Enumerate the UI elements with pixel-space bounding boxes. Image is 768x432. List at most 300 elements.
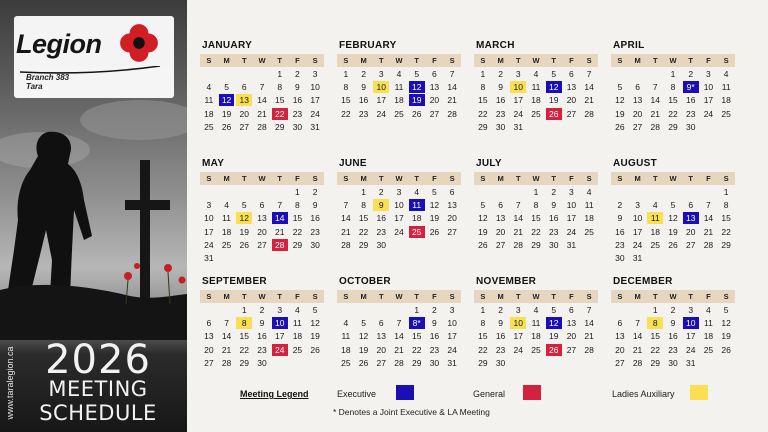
meeting-day-exec: 12 [546, 317, 562, 329]
meeting-day-gen: 26 [546, 108, 562, 120]
day-cell: 22 [531, 226, 541, 237]
day-cell: 23 [429, 344, 440, 355]
day-cell: 8 [480, 318, 486, 329]
weekday-label: S [480, 174, 486, 183]
day-cell: 23 [668, 344, 678, 355]
day-cell: 27 [204, 357, 214, 368]
day-cell: 15 [650, 331, 661, 342]
empty-day [338, 304, 354, 316]
day-cell: 5 [551, 69, 557, 79]
empty-day [510, 186, 526, 198]
day-cell: 2 [688, 69, 694, 79]
day-cell: 10 [394, 200, 404, 211]
day-cell: 31 [513, 121, 524, 132]
day-cell: 2 [259, 305, 265, 315]
day-cell: 29 [721, 239, 731, 250]
day-cell: 8 [533, 200, 539, 211]
day-cell: 6 [635, 82, 640, 93]
day-cell: 9 [498, 318, 503, 329]
weekday-label: T [515, 292, 521, 301]
day-cell: 21 [703, 226, 714, 237]
day-cell: 4 [343, 318, 349, 329]
day-cell: 24 [513, 108, 524, 119]
day-cell: 7 [635, 318, 640, 329]
day-cell: 12 [615, 95, 625, 106]
weekday-label: S [617, 174, 623, 183]
weekday-header [474, 54, 598, 67]
day-cell: 4 [586, 187, 592, 197]
weekday-label: M [360, 174, 367, 183]
day-cell: 6 [259, 200, 265, 211]
weekday-label: F [295, 174, 300, 183]
day-cell: 14 [394, 331, 404, 342]
meeting-day-exec: 12 [219, 94, 235, 106]
day-cell: 31 [204, 252, 214, 263]
weekday-header [611, 172, 735, 185]
day-cell: 18 [721, 95, 731, 106]
weekday-label: M [223, 292, 230, 301]
meeting-day-exec: 19 [409, 94, 425, 106]
weekday-label: S [343, 292, 349, 301]
weekday-label: T [414, 174, 419, 183]
meeting-day-la: 13 [236, 94, 252, 106]
day-cell: 11 [531, 82, 541, 93]
day-cell: 4 [533, 305, 539, 315]
day-cell: 17 [394, 213, 404, 224]
day-cell: 18 [411, 213, 422, 224]
empty-day [612, 304, 628, 316]
day-cell: 11 [204, 95, 214, 106]
meeting-day-exec: 13 [683, 212, 699, 224]
day-cell: 2 [551, 187, 557, 197]
day-cell: 10 [703, 82, 714, 93]
day-cell: 21 [257, 108, 267, 119]
day-cell: 1 [295, 187, 300, 197]
day-cell: 11 [222, 213, 231, 224]
empty-day [683, 186, 699, 198]
day-cell: 13 [615, 331, 625, 342]
meeting-day-la: 10 [373, 81, 389, 93]
day-cell: 26 [478, 239, 488, 250]
day-cell: 2 [312, 187, 318, 197]
day-cell: 20 [685, 226, 696, 237]
day-cell: 2 [498, 305, 503, 315]
month-name: JANUARY [202, 40, 253, 51]
day-cell: 20 [566, 95, 577, 106]
empty-day [236, 68, 252, 80]
day-cell: 24 [204, 239, 214, 250]
day-cell: 13 [632, 95, 643, 106]
day-cell: 15 [239, 331, 250, 342]
day-cell: 21 [341, 226, 351, 237]
legend-executive-label: Executive [337, 389, 377, 399]
day-cell: 30 [615, 252, 625, 263]
day-cell: 1 [414, 305, 420, 315]
day-cell: 27 [632, 121, 643, 132]
day-cell: 5 [361, 318, 366, 329]
empty-day [701, 186, 717, 198]
day-cell: 2 [295, 69, 300, 79]
day-grid [200, 68, 324, 134]
day-cell: 20 [204, 344, 214, 355]
weekday-label: S [312, 174, 318, 183]
day-cell: 29 [358, 239, 369, 250]
day-cell: 26 [239, 239, 250, 250]
meeting-day-gen: 22 [272, 108, 288, 120]
day-cell: 15 [478, 95, 488, 106]
day-cell: 3 [206, 200, 212, 211]
weekday-label: W [669, 292, 677, 301]
day-cell: 14 [341, 213, 351, 224]
branch-location: Tara [26, 82, 43, 91]
meeting-day-la: 11 [647, 212, 663, 224]
meeting-day-exec: 12 [546, 81, 562, 93]
weekday-label: W [395, 56, 403, 65]
day-cell: 22 [358, 226, 369, 237]
day-cell: 30 [495, 121, 506, 132]
day-cell: 28 [221, 357, 232, 368]
weekday-label: T [378, 174, 384, 183]
weekday-label: T [688, 174, 693, 183]
day-cell: 24 [513, 344, 524, 355]
schedule-title-line2: SCHEDULE [39, 401, 157, 425]
day-cell: 1 [533, 187, 539, 197]
weekday-label: W [258, 292, 266, 301]
day-cell: 17 [376, 95, 387, 106]
weekday-label: T [378, 56, 384, 65]
weekday-label: T [277, 292, 282, 301]
day-cell: 20 [447, 213, 457, 224]
day-cell: 11 [341, 331, 351, 342]
month-name: NOVEMBER [476, 276, 537, 287]
day-cell: 22 [650, 344, 661, 355]
day-cell: 5 [617, 82, 623, 93]
weekday-label: W [532, 292, 540, 301]
day-cell: 24 [566, 226, 577, 237]
day-cell: 25 [650, 239, 661, 250]
day-cell: 7 [277, 200, 283, 211]
day-cell: 14 [650, 95, 661, 106]
day-cell: 27 [566, 344, 577, 355]
day-cell: 16 [292, 95, 303, 106]
day-cell: 20 [495, 226, 506, 237]
legend-title: Meeting Legend [240, 389, 309, 399]
day-cell: 19 [615, 108, 625, 119]
month-august [611, 158, 735, 265]
weekday-label: F [569, 174, 574, 183]
day-cell: 22 [239, 344, 250, 355]
weekday-label: M [634, 174, 641, 183]
day-cell: 16 [495, 331, 506, 342]
weekday-label: T [241, 56, 247, 65]
weekday-header [611, 54, 735, 67]
day-cell: 3 [515, 69, 521, 79]
weekday-label: S [312, 56, 318, 65]
day-cell: 6 [688, 200, 694, 211]
day-cell: 3 [706, 69, 711, 79]
day-cell: 29 [531, 239, 541, 250]
month-december [611, 276, 735, 370]
day-cell: 19 [429, 213, 440, 224]
weekday-label: F [569, 56, 574, 65]
day-cell: 22 [721, 226, 731, 237]
day-cell: 3 [635, 200, 640, 211]
day-cell: 17 [632, 226, 643, 237]
weekday-label: S [480, 56, 486, 65]
day-cell: 9 [617, 213, 623, 224]
day-cell: 22 [292, 226, 303, 237]
day-cell: 11 [531, 318, 541, 329]
day-cell: 5 [432, 187, 437, 197]
day-cell: 13 [447, 200, 457, 211]
meeting-day-gen: 28 [272, 239, 288, 251]
weekday-header [337, 290, 461, 303]
empty-day [219, 304, 235, 316]
day-cell: 17 [566, 213, 577, 224]
empty-day [665, 186, 681, 198]
day-cell: 22 [411, 344, 422, 355]
day-grid [611, 304, 735, 370]
day-cell: 7 [449, 69, 455, 79]
month-january [200, 40, 324, 134]
day-cell: 14 [703, 213, 714, 224]
day-cell: 15 [478, 331, 488, 342]
day-cell: 21 [394, 344, 404, 355]
weekday-label: W [395, 292, 403, 301]
day-cell: 27 [566, 108, 577, 119]
weekday-label: T [277, 56, 282, 65]
day-cell: 17 [204, 226, 214, 237]
day-cell: 6 [206, 318, 212, 329]
poppy-icon [118, 22, 160, 64]
day-cell: 8 [723, 200, 729, 211]
weekday-label: W [532, 56, 540, 65]
day-cell: 6 [569, 305, 574, 315]
day-cell: 24 [685, 344, 696, 355]
day-cell: 10 [566, 200, 577, 211]
month-june [337, 158, 461, 252]
branding-panel [0, 0, 187, 432]
weekday-label: T [551, 292, 556, 301]
day-cell: 2 [361, 69, 366, 79]
month-name: APRIL [613, 40, 645, 51]
weekday-label: T [652, 174, 658, 183]
weekday-header [474, 290, 598, 303]
day-cell: 5 [723, 305, 729, 315]
day-cell: 27 [495, 239, 506, 250]
day-grid [337, 68, 461, 121]
day-cell: 15 [411, 331, 422, 342]
day-cell: 19 [548, 331, 559, 342]
month-november [474, 276, 598, 370]
day-cell: 30 [495, 357, 506, 368]
day-cell: 30 [668, 357, 678, 368]
day-cell: 2 [378, 187, 384, 197]
day-cell: 11 [704, 318, 713, 329]
day-cell: 20 [566, 331, 577, 342]
weekday-label: T [241, 292, 247, 301]
day-cell: 7 [586, 305, 592, 315]
meeting-day-la: 8 [236, 317, 252, 329]
day-grid [200, 304, 324, 370]
day-cell: 31 [685, 357, 696, 368]
weekday-label: M [634, 56, 641, 65]
empty-day [201, 68, 217, 80]
meeting-day-gen: 26 [546, 344, 562, 356]
day-cell: 7 [706, 200, 711, 211]
day-cell: 31 [310, 121, 320, 132]
day-cell: 16 [668, 331, 678, 342]
month-name: OCTOBER [339, 276, 391, 287]
day-cell: 5 [312, 305, 318, 315]
day-grid [611, 186, 735, 265]
day-cell: 31 [632, 252, 643, 263]
day-cell: 19 [721, 331, 731, 342]
day-cell: 7 [224, 318, 229, 329]
day-cell: 9 [551, 200, 557, 211]
weekday-label: M [497, 56, 504, 65]
weekday-label: M [497, 292, 504, 301]
day-cell: 17 [513, 331, 524, 342]
legion-logo [14, 16, 174, 98]
day-cell: 25 [584, 226, 594, 237]
weekday-label: S [343, 174, 349, 183]
day-cell: 29 [478, 121, 488, 132]
day-cell: 16 [685, 95, 696, 106]
day-cell: 18 [531, 95, 541, 106]
day-cell: 18 [221, 226, 232, 237]
day-cell: 16 [615, 226, 625, 237]
logo-wordmark: Legion [16, 29, 102, 59]
day-cell: 21 [584, 95, 594, 106]
day-cell: 19 [548, 95, 559, 106]
day-cell: 21 [632, 344, 643, 355]
weekday-label: W [669, 174, 677, 183]
day-cell: 1 [670, 69, 676, 79]
day-cell: 18 [341, 344, 351, 355]
day-cell: 19 [310, 331, 320, 342]
day-cell: 23 [495, 108, 506, 119]
meeting-day-la: 10 [510, 317, 526, 329]
empty-day [254, 68, 270, 80]
day-cell: 22 [478, 108, 488, 119]
day-cell: 27 [447, 226, 457, 237]
weekday-label: F [432, 174, 437, 183]
day-cell: 28 [341, 239, 351, 250]
day-cell: 26 [358, 357, 369, 368]
day-cell: 7 [259, 82, 265, 93]
day-cell: 4 [206, 82, 212, 93]
day-cell: 2 [498, 69, 503, 79]
day-cell: 22 [478, 344, 488, 355]
day-cell: 28 [584, 108, 594, 119]
month-july [474, 158, 598, 252]
day-cell: 1 [343, 69, 349, 79]
weekday-label: T [277, 174, 282, 183]
month-name: SEPTEMBER [202, 276, 267, 287]
day-cell: 31 [566, 239, 577, 250]
legend-note: * Denotes a Joint Executive & LA Meeting [333, 407, 490, 417]
weekday-label: S [480, 292, 486, 301]
day-cell: 28 [632, 357, 643, 368]
day-cell: 20 [615, 344, 625, 355]
day-cell: 23 [615, 239, 625, 250]
day-cell: 4 [652, 200, 658, 211]
day-cell: 16 [358, 95, 369, 106]
month-name: FEBRUARY [339, 40, 397, 51]
day-cell: 27 [376, 357, 387, 368]
weekday-header [474, 172, 598, 185]
weekday-label: W [258, 174, 266, 183]
day-cell: 1 [241, 305, 247, 315]
day-grid [474, 68, 598, 134]
day-cell: 8 [295, 200, 300, 211]
day-cell: 23 [548, 226, 559, 237]
day-cell: 3 [515, 305, 521, 315]
day-cell: 17 [447, 331, 457, 342]
day-cell: 3 [396, 187, 402, 197]
day-cell: 8 [277, 82, 283, 93]
day-cell: 16 [376, 213, 387, 224]
day-grid [337, 186, 461, 252]
day-cell: 15 [274, 95, 285, 106]
day-cell: 29 [650, 357, 661, 368]
day-cell: 21 [221, 344, 232, 355]
month-may [200, 158, 324, 265]
meeting-day-la: 8 [647, 317, 663, 329]
month-name: JULY [476, 158, 502, 169]
weekday-label: T [652, 56, 658, 65]
day-cell: 14 [584, 318, 594, 329]
empty-day [219, 186, 235, 198]
legend-general-label: General [473, 389, 506, 399]
day-cell: 6 [569, 69, 574, 79]
empty-day [630, 68, 646, 80]
day-cell: 6 [449, 187, 455, 197]
day-cell: 23 [685, 108, 696, 119]
weekday-header [337, 172, 461, 185]
weekday-label: F [432, 56, 437, 65]
day-cell: 26 [721, 344, 731, 355]
day-cell: 27 [615, 357, 625, 368]
day-cell: 9 [312, 200, 318, 211]
day-cell: 27 [257, 239, 267, 250]
day-cell: 4 [396, 69, 402, 79]
meeting-day-gen: 25 [409, 226, 425, 238]
day-cell: 4 [533, 69, 539, 79]
day-cell: 14 [221, 331, 232, 342]
weekday-label: F [706, 174, 711, 183]
day-cell: 24 [447, 344, 457, 355]
day-cell: 6 [432, 69, 437, 79]
month-february [337, 40, 461, 121]
day-cell: 20 [429, 95, 440, 106]
day-cell: 9 [432, 318, 437, 329]
weekday-label: T [688, 292, 693, 301]
day-cell: 23 [376, 226, 387, 237]
day-cell: 4 [224, 200, 229, 211]
day-cell: 28 [394, 357, 404, 368]
weekday-label: S [206, 292, 212, 301]
day-cell: 8 [361, 200, 366, 211]
day-cell: 27 [239, 121, 250, 132]
day-cell: 18 [584, 213, 594, 224]
day-cell: 13 [566, 82, 577, 93]
day-cell: 10 [447, 318, 457, 329]
weekday-label: S [723, 56, 729, 65]
meeting-day-exec: 14 [272, 212, 288, 224]
day-cell: 7 [396, 318, 402, 329]
